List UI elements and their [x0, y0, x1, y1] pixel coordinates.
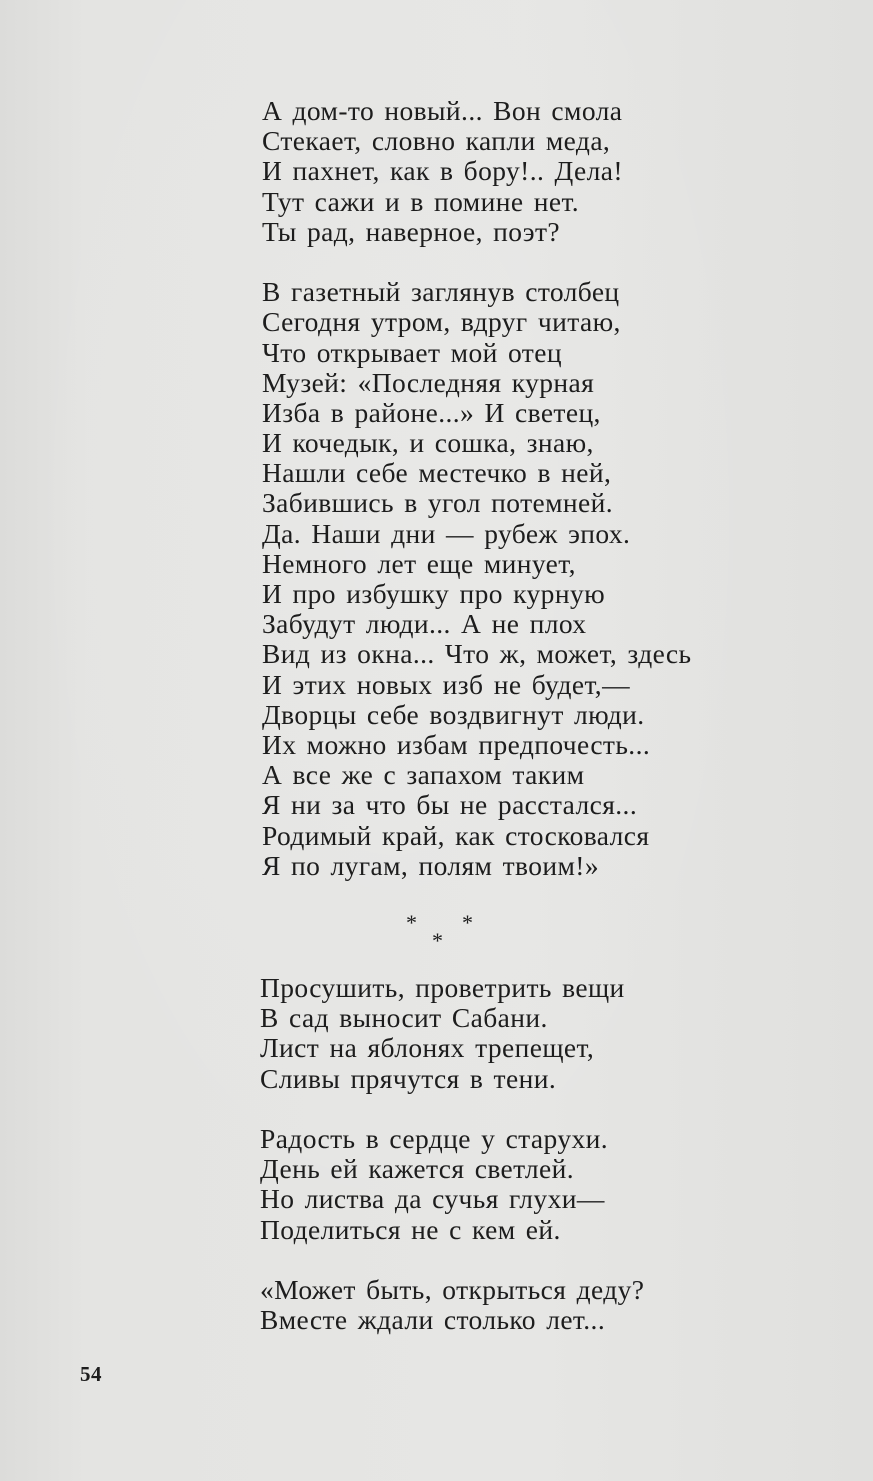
asterism-divider	[398, 910, 488, 954]
verse-line: В сад выносит Сабани.	[260, 1002, 548, 1034]
verse-line: Изба в районе...» И светец,	[262, 396, 601, 428]
verse-line: И этих новых изб не будет,—	[262, 668, 630, 700]
verse-line: Вместе ждали столько лет...	[260, 1304, 606, 1336]
verse-line: Сегодня утром, вдруг читаю,	[262, 306, 621, 338]
stanza-gap	[260, 1245, 820, 1275]
divider-star: *	[432, 928, 443, 953]
stanza-1	[262, 96, 822, 247]
stanza-2	[262, 277, 822, 881]
divider-star: *	[462, 910, 473, 935]
verse-line: Забудут люди... А не плох	[262, 608, 587, 640]
verse-line: Я ни за что бы не расстался...	[262, 789, 638, 821]
verse-line: Дворцы себе воздвигнут люди.	[262, 698, 645, 730]
verse-line: И про избушку про курную	[262, 578, 606, 609]
verse-line: Но листва да сучья глухи—	[260, 1183, 605, 1215]
stanza-gap	[262, 247, 822, 277]
verse-line: День ей кажется светлей.	[260, 1153, 574, 1185]
verse-line: Радость в сердце у старухи.	[260, 1122, 609, 1154]
verse-line: Тут сажи и в помине нет.	[262, 185, 580, 217]
verse-line: Немного лет еще минует,	[262, 547, 576, 579]
verse-line: А дом-то новый... Вон смола	[262, 95, 623, 126]
verse-line: Родимый край, как стосковался	[262, 819, 650, 851]
verse-line: Их можно избам предпочесть...	[262, 728, 651, 760]
stanza-2	[260, 1124, 820, 1245]
verse-line: Я по лугам, полям твоим!»	[262, 849, 600, 881]
verse-line: Музей: «Последняя курная	[262, 366, 595, 398]
verse-line: Вид из окна... Что ж, может, здесь	[262, 638, 692, 670]
verse-line: А все же с запахом таким	[262, 759, 585, 791]
verse-line: Сливы прячутся в тени.	[260, 1062, 557, 1094]
verse-line: Что открывает мой отец	[262, 336, 562, 368]
page-number: 54	[80, 1362, 102, 1386]
stanza-1	[260, 973, 820, 1094]
verse-line: Забившись в угол потемней.	[262, 487, 614, 519]
stanza-gap	[260, 1094, 820, 1124]
verse-line: И кочедык, и сошка, знаю,	[262, 427, 594, 459]
verse-line: Лист на яблонях трепещет,	[260, 1032, 595, 1064]
stanza-3	[260, 1275, 820, 1335]
poem-part-2	[260, 973, 820, 1335]
divider-star: *	[406, 910, 417, 935]
verse-line: Да. Наши дни — рубеж эпох.	[262, 517, 631, 549]
verse-line: «Может быть, открыться деду?	[260, 1273, 645, 1305]
verse-line: Поделиться не с кем ей.	[260, 1213, 561, 1245]
verse-line: В газетный заглянув столбец	[262, 276, 620, 308]
verse-line: Стекает, словно капли меда,	[262, 125, 611, 157]
verse-line: И пахнет, как в бору!.. Дела!	[262, 155, 623, 187]
verse-line: Нашли себе местечко в ней,	[262, 457, 612, 489]
verse-line: Ты рад, наверное, поэт?	[262, 215, 560, 247]
verse-line: Просушить, проветрить вещи	[260, 972, 625, 1003]
poem-part-1	[262, 96, 822, 881]
